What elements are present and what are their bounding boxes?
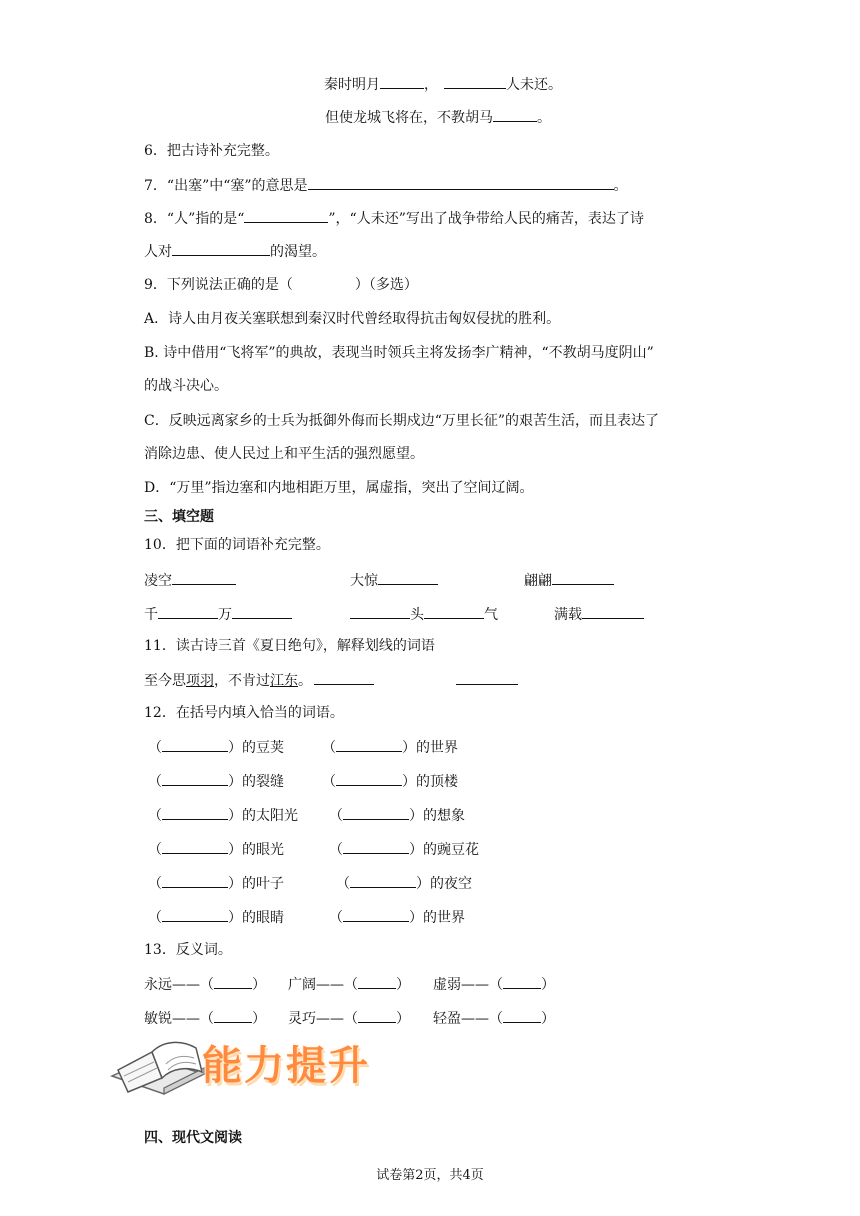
blank[interactable] [162,839,228,854]
option-d: D．“万里”指边塞和内地相距万里，属虚指，突出了空间辽阔。 [144,480,534,496]
blank[interactable] [162,805,228,820]
word-item: 翩翩 [524,570,614,591]
word-item: 头 气 [350,604,498,625]
fill-item: （ ）的世界 [322,737,458,758]
blank[interactable] [343,839,409,854]
blank[interactable] [503,974,541,989]
word-item: 满载 [554,604,644,625]
underlined-word: 项羽 [186,673,214,689]
blank[interactable] [358,974,396,989]
fill-item: （ ）的顶楼 [322,771,458,792]
blank[interactable] [350,873,416,888]
question-11-line: 至今思项羽，不肯过江东。 [144,670,518,691]
option-a: A．诗人由月夜关塞联想到秦汉时代曾经取得抗击匈奴侵扰的胜利。 [144,311,561,327]
blank[interactable] [378,570,438,585]
section-title-4: 四、现代文阅读 [144,1130,242,1146]
question-9-stem: 9．下列说法正确的是（ ）（多选） [144,277,418,293]
antonym-item: 虚弱——（ ） [433,974,555,995]
blank[interactable] [172,570,236,585]
fill-item: （ ）的叶子 [148,873,284,894]
question-8-line-2: 人对 的渴望。 [144,241,326,262]
blank[interactable] [552,570,614,585]
fill-item: （ ）的裂缝 [148,771,284,792]
poem-line-1: 秦时明月 ， 人未还。 [324,74,562,95]
blank[interactable] [244,208,328,223]
fill-item: （ ）的世界 [329,907,465,928]
blank[interactable] [493,107,537,122]
question-7: 7．“出塞”中“塞”的意思是 。 [144,175,628,196]
blank[interactable] [456,670,518,685]
word-item: 凌空 [144,570,236,591]
question-11-stem: 11．读古诗三首《夏日绝句》，解释划线的词语 [144,638,435,654]
blank[interactable] [503,1008,541,1023]
fill-item: （ ）的夜空 [336,873,472,894]
antonym-item: 永远——（ ） [144,974,266,995]
page-footer: 试卷第2页，共4页 [376,1168,484,1183]
word-item: 大惊 [350,570,438,591]
question-6: 6．把古诗补充完整。 [144,143,279,159]
question-12-stem: 12．在括号内填入恰当的词语。 [144,705,344,721]
blank[interactable] [158,604,218,619]
blank[interactable] [232,604,292,619]
underlined-word: 江东 [270,673,298,689]
word-item: 千 万 [144,604,292,625]
fill-item: （ ）的眼睛 [148,907,284,928]
question-13-stem: 13．反义词。 [144,942,232,958]
blank[interactable] [336,771,402,786]
fill-item: （ ）的豌豆花 [329,839,479,860]
blank[interactable] [172,241,270,256]
blank[interactable] [214,974,252,989]
blank[interactable] [343,805,409,820]
banner-title: 能力提升 [202,1043,370,1089]
blank[interactable] [162,873,228,888]
blank[interactable] [308,175,614,190]
antonym-item: 轻盈——（ ） [433,1008,555,1029]
fill-item: （ ）的太阳光 [148,805,298,826]
option-c-line-2: 消除边患、使人民过上和平生活的强烈愿望。 [144,446,424,462]
blank[interactable] [343,907,409,922]
antonym-item: 广阔——（ ） [288,974,410,995]
blank[interactable] [162,737,228,752]
option-c-line-1: C．反映远离家乡的士兵为抵御外侮而长期戍边“万里长征”的艰苦生活，而且表达了 [144,413,660,429]
blank[interactable] [444,74,506,89]
blank[interactable] [336,737,402,752]
fill-item: （ ）的眼光 [148,839,284,860]
blank[interactable] [424,604,484,619]
antonym-item: 敏锐——（ ） [144,1008,266,1029]
blank[interactable] [214,1008,252,1023]
section-title-3: 三、填空题 [144,509,214,525]
blank[interactable] [350,604,410,619]
blank[interactable] [358,1008,396,1023]
blank[interactable] [162,771,228,786]
blank[interactable] [380,74,424,89]
blank[interactable] [314,670,374,685]
poem-line-2: 但使龙城飞将在，不教胡马 。 [325,107,551,128]
fill-item: （ ）的想象 [329,805,465,826]
option-b-line-1: B. 诗中借用“飞将军”的典故，表现当时领兵主将发扬李广精神，“不教胡马度阴山” [144,345,654,361]
question-8-line-1: 8．“人”指的是“ ”，“人未还”写出了战争带给人民的痛苦，表达了诗 [144,208,644,229]
antonym-item: 灵巧——（ ） [288,1008,410,1029]
option-b-line-2: 的战斗决心。 [144,378,228,394]
fill-item: （ ）的豆荚 [148,737,284,758]
blank[interactable] [162,907,228,922]
question-10-stem: 10．把下面的词语补充完整。 [144,537,330,553]
blank[interactable] [582,604,644,619]
